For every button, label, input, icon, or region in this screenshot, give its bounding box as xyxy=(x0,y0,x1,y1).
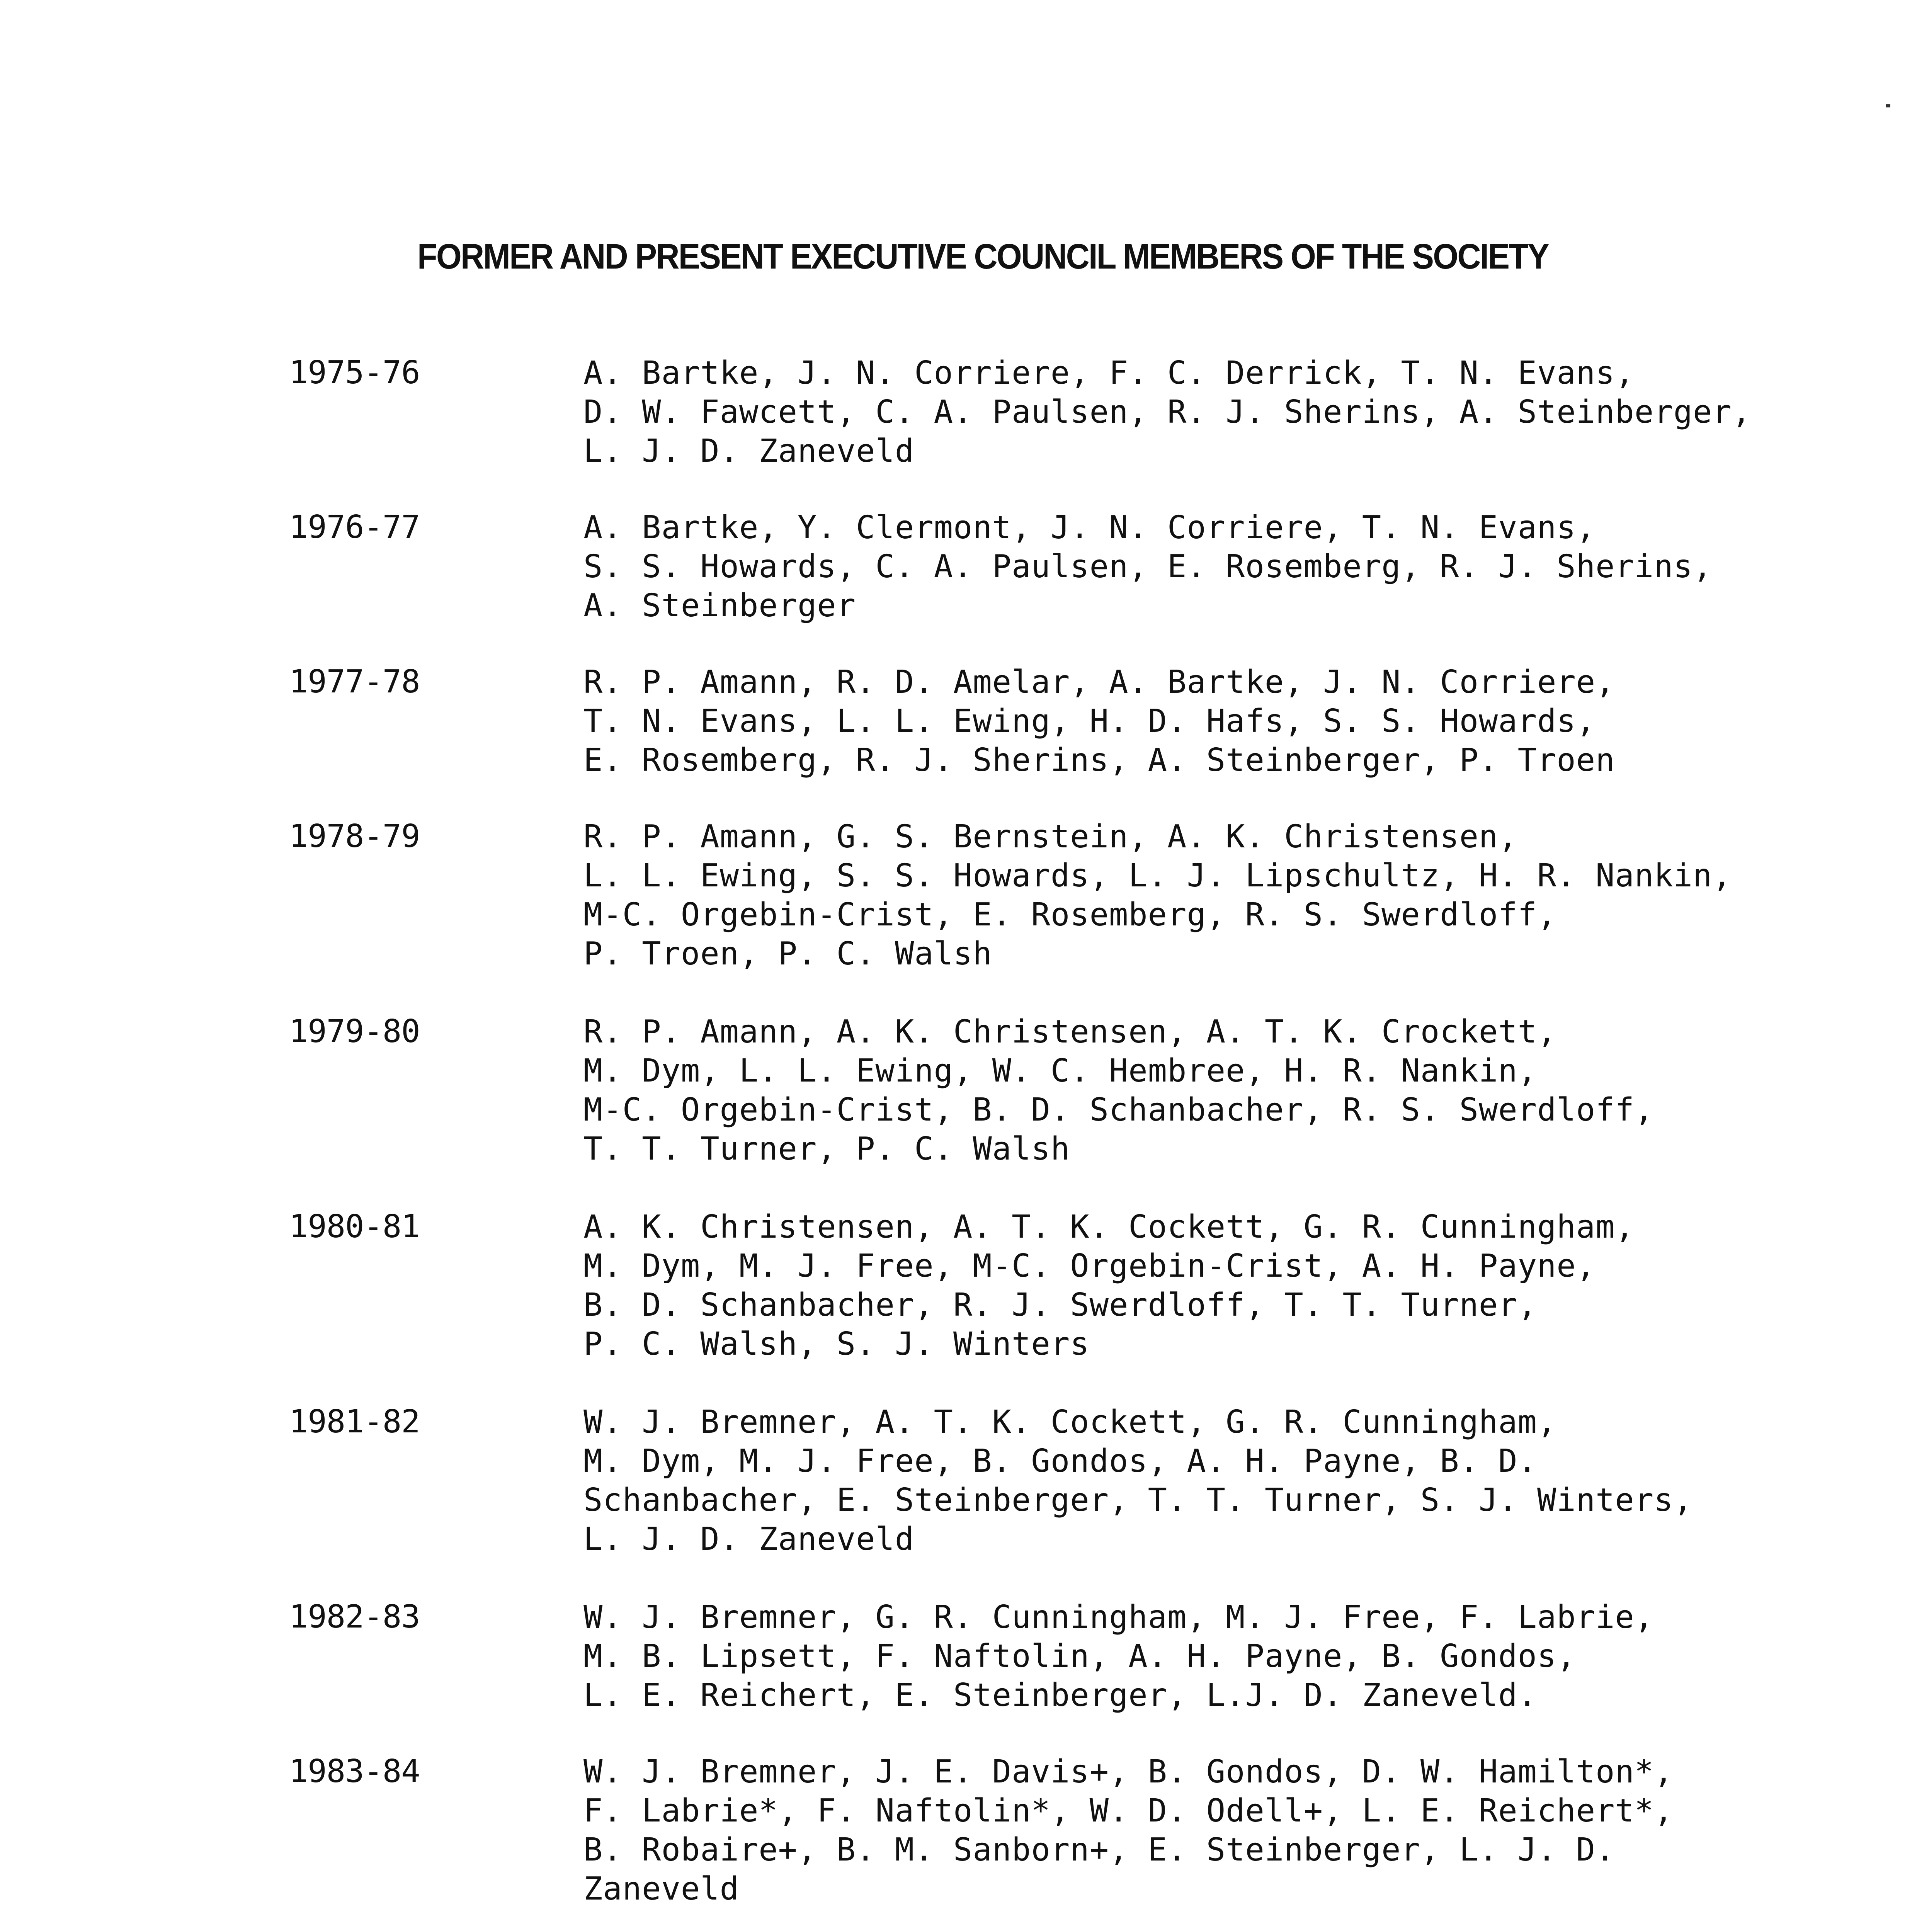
member-line: L. J. D. Zaneveld xyxy=(583,1521,915,1558)
entry-members xyxy=(583,817,1732,973)
member-line: R. P. Amann, G. S. Bernstein, A. K. Christensen, xyxy=(583,818,1518,855)
member-line: P. C. Walsh, S. J. Winters xyxy=(583,1326,1090,1362)
entry-year: 1976-77 xyxy=(289,509,420,546)
entry-year: 1981-82 xyxy=(289,1403,420,1440)
member-line: L. E. Reichert, E. Steinberger, L.J. D. Zaneveld. xyxy=(583,1677,1538,1714)
member-line: F. Labrie*, F. Naftolin*, W. D. Odell+, L. E. Reichert*, xyxy=(583,1793,1674,1829)
member-line: Schanbacher, E. Steinberger, T. T. Turner, S. J. Winters, xyxy=(583,1482,1693,1519)
entry-year: 1979-80 xyxy=(289,1013,420,1050)
entry-year: 1983-84 xyxy=(289,1753,420,1790)
entry-members xyxy=(583,1752,1704,1908)
council-entry xyxy=(289,508,1719,663)
member-line: P. Troen, P. C. Walsh xyxy=(583,935,992,972)
member-line: S. S. Howards, C. A. Paulsen, E. Rosemberg, R. J. Sherins, xyxy=(583,548,1713,585)
council-entry xyxy=(289,817,1732,1012)
council-entry xyxy=(289,354,1752,508)
council-entry xyxy=(289,1208,1719,1403)
entry-year: 1980-81 xyxy=(289,1208,420,1245)
entry-year: 1975-76 xyxy=(289,354,420,391)
member-line: M-C. Orgebin-Crist, E. Rosemberg, R. S. Swerdloff, xyxy=(583,896,1557,933)
member-line: B. D. Schanbacher, R. J. Swerdloff, T. T. Turner, xyxy=(583,1287,1538,1323)
page-title: FORMER AND PRESENT EXECUTIVE COUNCIL MEMBERS OF THE SOCIETY xyxy=(417,237,1548,276)
member-line: T. T. Turner, P. C. Walsh xyxy=(583,1131,1070,1167)
entry-members xyxy=(583,663,1704,780)
member-line: B. Robaire+, B. M. Sanborn+, E. Steinberger, L. J. D. xyxy=(583,1832,1615,1868)
entry-members xyxy=(583,508,1713,625)
entry-year: 1982-83 xyxy=(289,1599,420,1635)
member-line: W. J. Bremner, G. R. Cunningham, M. J. Free, F. Labrie, xyxy=(583,1599,1654,1636)
member-line: A. Steinberger xyxy=(583,587,856,624)
entry-members xyxy=(583,1598,1704,1715)
entry-year: 1978-79 xyxy=(289,818,420,855)
member-line: D. W. Fawcett, C. A. Paulsen, R. J. Sherins, A. Steinberger, xyxy=(583,394,1752,430)
entry-members xyxy=(583,1012,1704,1168)
entry-members xyxy=(583,354,1752,471)
member-line: W. J. Bremner, J. E. Davis+, B. Gondos, D. W. Hamilton*, xyxy=(583,1753,1674,1790)
council-entry xyxy=(289,1598,1719,1752)
member-line: R. P. Amann, R. D. Amelar, A. Bartke, J. N. Corriere, xyxy=(583,664,1615,701)
member-line: A. Bartke, J. N. Corriere, F. C. Derrick, T. N. Evans, xyxy=(583,355,1635,391)
entry-members xyxy=(583,1208,1704,1364)
member-line: T. N. Evans, L. L. Ewing, H. D. Hafs, S. S. Howards, xyxy=(583,703,1596,740)
council-entry xyxy=(289,1403,1719,1598)
member-line: M. Dym, M. J. Free, B. Gondos, A. H. Payne, B. D. xyxy=(583,1443,1538,1480)
member-line: A. K. Christensen, A. T. K. Cockett, G. R. Cunningham, xyxy=(583,1209,1635,1245)
member-line: M-C. Orgebin-Crist, B. D. Schanbacher, R. S. Swerdloff, xyxy=(583,1092,1654,1128)
member-line: E. Rosemberg, R. J. Sherins, A. Steinberger, P. Troen xyxy=(583,742,1615,779)
member-line: M. B. Lipsett, F. Naftolin, A. H. Payne, B. Gondos, xyxy=(583,1638,1576,1675)
council-list xyxy=(289,354,1752,1932)
member-line: Zaneveld xyxy=(583,1871,739,1907)
council-entry xyxy=(289,1012,1719,1208)
member-line: R. P. Amann, A. K. Christensen, A. T. K. Crockett, xyxy=(583,1014,1557,1050)
member-line: M. Dym, M. J. Free, M-C. Orgebin-Crist, A. H. Payne, xyxy=(583,1248,1596,1284)
council-entry xyxy=(289,663,1719,817)
member-line: A. Bartke, Y. Clermont, J. N. Corriere, T. N. Evans, xyxy=(583,509,1596,546)
entry-members xyxy=(583,1403,1704,1559)
entry-year: 1977-78 xyxy=(289,663,420,700)
member-line: L. J. D. Zaneveld xyxy=(583,433,915,469)
member-line: W. J. Bremner, A. T. K. Cockett, G. R. Cunningham, xyxy=(583,1404,1557,1440)
member-line: L. L. Ewing, S. S. Howards, L. J. Lipschultz, H. R. Nankin, xyxy=(583,857,1732,894)
scan-speck xyxy=(1886,104,1890,107)
council-entry xyxy=(289,1752,1719,1932)
member-line: M. Dym, L. L. Ewing, W. C. Hembree, H. R. Nankin, xyxy=(583,1053,1538,1089)
